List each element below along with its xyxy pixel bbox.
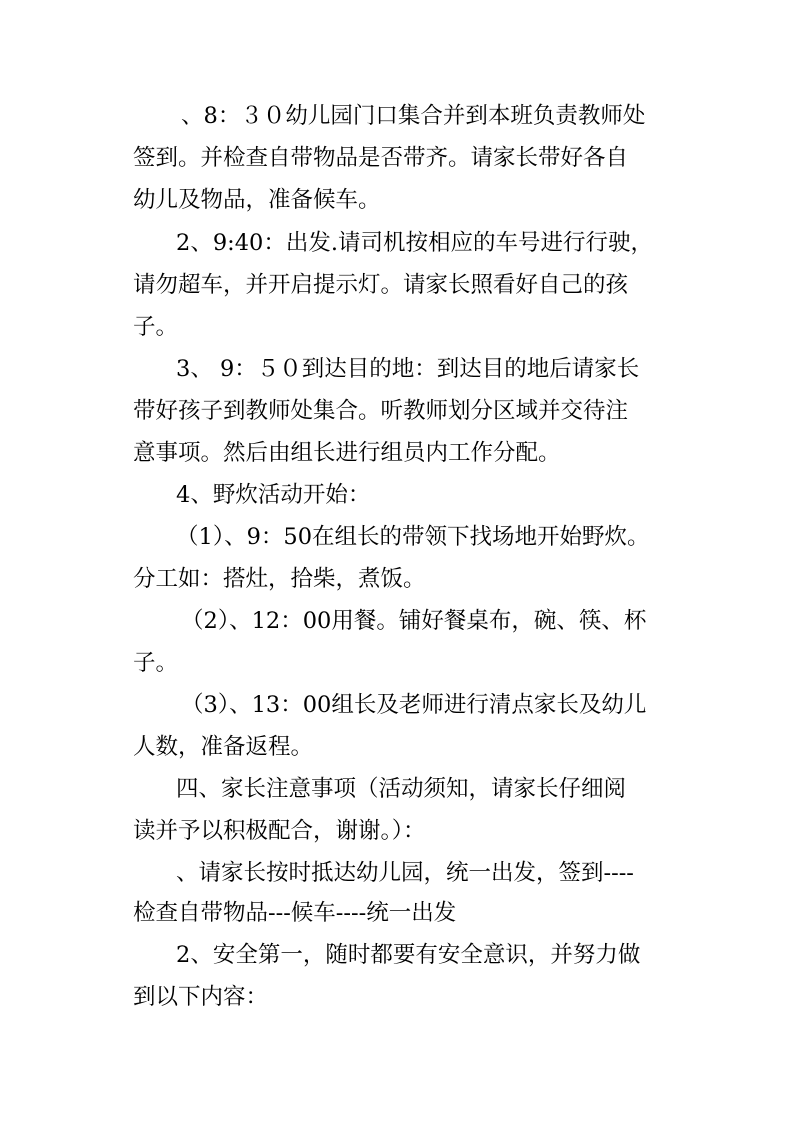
text-line: 检查自带物品---候车----统一出发 — [133, 900, 457, 926]
text-line: 签到。并检查自带物品是否带齐。请家长带好各自 — [133, 145, 629, 171]
text-line: 子。 — [133, 650, 179, 676]
text-line: （1）、9：50在组长的带领下找场地开始野炊。 — [176, 524, 650, 550]
text-line: 2、9:40：出发.请司机按相应的车号进行行驶， — [176, 230, 653, 256]
text-line: 读并予以积极配合，谢谢。）： — [133, 818, 426, 844]
text-line: 、8：３０幼儿园门口集合并到本班负责教师处 — [181, 103, 646, 129]
text-line: 带好孩子到教师处集合。听教师划分区域并交待注 — [133, 398, 629, 424]
text-line: 人数，准备返程。 — [133, 734, 314, 760]
text-line: 分工如：搭灶，拾柴，煮饭。 — [133, 566, 426, 592]
text-line: 、请家长按时抵达幼儿园，统一出发，签到---- — [176, 860, 634, 886]
text-line: 幼儿及物品，准备候车。 — [133, 187, 381, 213]
text-line: 到以下内容： — [133, 984, 269, 1010]
text-line: 四、家长注意事项（活动须知，请家长仔细阅 — [176, 776, 627, 802]
text-line: 3、 9：５０到达目的地：到达目的地后请家长 — [176, 356, 640, 382]
text-line: 子。 — [133, 314, 179, 340]
text-line: 请勿超车，并开启提示灯。请家长照看好自己的孩 — [133, 272, 629, 298]
text-line: 4、野炊活动开始： — [176, 482, 371, 508]
text-line: 意事项。然后由组长进行组员内工作分配。 — [133, 440, 561, 466]
text-line: （2）、12：00用餐。铺好餐桌布，碗、筷、杯 — [181, 608, 647, 634]
text-line: 2、安全第一，随时都要有安全意识，并努力做 — [176, 942, 641, 968]
text-line: （3）、13：00组长及老师进行清点家长及幼儿 — [181, 692, 647, 718]
